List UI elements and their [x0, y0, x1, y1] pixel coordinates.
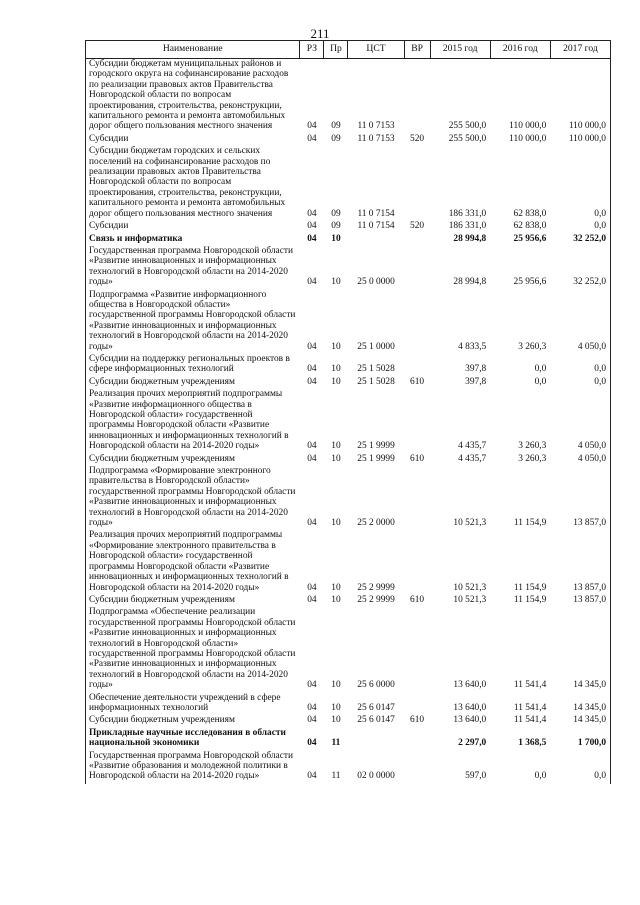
row-pr: 10 [331, 453, 341, 464]
row-name: Субсидии бюджетным учреждениям [86, 454, 300, 466]
row-vr [404, 290, 430, 354]
row-2016: 11 154,9 [513, 518, 547, 529]
row-2015: 28 994,8 [453, 277, 487, 288]
row-name: Государственная программа Новгородской области «Развитие инновационных и информационных технологий в Новгородской области на 2014-2020 годы» [86, 246, 300, 290]
row-2015: 2 297,0 [458, 738, 487, 749]
row-pr: 09 [331, 221, 341, 232]
row-2015: 4 435,7 [458, 441, 487, 452]
row-2017: 14 345,0 [550, 693, 610, 716]
row-2016: 11 154,9 [513, 594, 547, 605]
row-pr: 10 [331, 702, 341, 713]
row-name: Субсидии бюджетным учреждениям [86, 715, 300, 727]
row-2015: 186 331,0 [448, 221, 487, 232]
row-vr [404, 354, 430, 377]
table-row [86, 728, 611, 751]
row-cst: 11 0 7154 [357, 208, 395, 219]
row-cst: 25 1 9999 [357, 453, 395, 464]
row-2017: 0,0 [550, 751, 610, 784]
row-2017: 32 252,0 [550, 234, 610, 246]
row-2016: 3 260,3 [518, 453, 547, 464]
row-2017: 13 857,0 [550, 466, 610, 530]
header-2017: 2017 год [550, 41, 610, 59]
row-2017: 4 050,0 [550, 389, 610, 453]
row-2015: 255 500,0 [448, 133, 487, 144]
row-2016: 0,0 [534, 364, 547, 375]
row-cst: 25 6 0000 [357, 680, 395, 691]
row-2017: 0,0 [550, 221, 610, 233]
row-2017: 14 345,0 [550, 607, 610, 692]
table-row [86, 751, 611, 784]
row-vr [404, 234, 430, 246]
table-row [86, 354, 611, 377]
row-cst: 11 0 7153 [357, 133, 395, 144]
row-rz: 04 [307, 341, 317, 352]
row-rz: 04 [307, 771, 317, 782]
row-cst: 11 0 7153 [357, 121, 395, 132]
header-2016: 2016 год [490, 41, 550, 59]
row-vr [404, 466, 430, 530]
row-2016: 62 838,0 [513, 208, 547, 219]
row-cst [348, 234, 404, 246]
row-pr: 11 [331, 771, 341, 782]
row-vr [404, 607, 430, 692]
row-vr [404, 751, 430, 784]
row-vr: 610 [410, 453, 425, 464]
row-2016: 3 260,3 [518, 341, 547, 352]
row-vr [404, 59, 430, 134]
table-row [86, 389, 611, 453]
row-2017: 14 345,0 [550, 715, 610, 727]
row-cst: 25 1 9999 [357, 441, 395, 452]
row-pr: 10 [331, 277, 341, 288]
table-row [86, 377, 611, 389]
row-vr: 520 [410, 133, 425, 144]
row-vr [404, 693, 430, 716]
row-pr: 10 [331, 364, 341, 375]
row-2015: 10 521,3 [453, 582, 487, 593]
row-2017: 32 252,0 [550, 246, 610, 290]
row-name: Прикладные научные исследования в области национальной экономики [86, 728, 300, 751]
row-2017: 0,0 [550, 146, 610, 221]
row-2016: 11 541,4 [513, 702, 547, 713]
row-pr: 10 [331, 376, 341, 387]
table-row [86, 530, 611, 594]
row-rz: 04 [307, 702, 317, 713]
row-vr [404, 146, 430, 221]
row-2016: 3 260,3 [518, 441, 547, 452]
row-cst: 25 6 0147 [357, 702, 395, 713]
row-pr: 10 [331, 680, 341, 691]
row-pr: 10 [331, 518, 341, 529]
table-row [86, 234, 611, 246]
row-name: Субсидии бюджетным учреждениям [86, 595, 300, 607]
row-cst: 25 1 5028 [357, 364, 395, 375]
row-name: Субсидии [86, 221, 300, 233]
row-name: Субсидии бюджетам городских и сельских поселений на софинансирование расходов по реализации правовых актов Правительства Новгородской области по вопросам проектирования, строительства, реконструкции, капитального ремонта и ремонта автомобильных дорог общего пользования местного значения [86, 146, 300, 221]
row-pr: 10 [331, 441, 341, 452]
row-cst: 25 6 0147 [357, 715, 395, 726]
row-pr: 10 [331, 582, 341, 593]
row-rz: 04 [307, 453, 317, 464]
row-rz: 04 [307, 680, 317, 691]
row-cst: 25 2 0000 [357, 518, 395, 529]
row-2015: 4 435,7 [458, 453, 487, 464]
row-vr: 610 [410, 715, 425, 726]
row-vr: 610 [410, 376, 425, 387]
table-row [86, 59, 611, 134]
row-2015: 397,8 [465, 364, 487, 375]
table-row [86, 595, 611, 607]
table-row [86, 454, 611, 466]
row-rz: 04 [307, 208, 317, 219]
budget-table [85, 40, 611, 784]
row-2016: 0,0 [534, 771, 547, 782]
row-pr: 10 [331, 594, 341, 605]
table-header-row [86, 41, 611, 59]
row-2016: 11 154,9 [513, 582, 547, 593]
row-name: Реализация прочих мероприятий подпрограммы «Формирование электронного правительства в Новгородской области» государственной программы Новгородской области «Развитие инновационных и информационных технологий в Новгородской области на 2014-2020 годы» [86, 530, 300, 594]
row-pr: 11 [331, 738, 341, 749]
row-vr [404, 530, 430, 594]
row-cst: 25 2 9999 [357, 582, 395, 593]
row-2015: 186 331,0 [448, 208, 487, 219]
row-pr: 09 [331, 133, 341, 144]
row-2015: 10 521,3 [453, 518, 487, 529]
row-rz: 04 [307, 133, 317, 144]
row-2017: 13 857,0 [550, 530, 610, 594]
row-2017: 110 000,0 [550, 59, 610, 134]
table-row [86, 221, 611, 233]
row-2015: 397,8 [465, 376, 487, 387]
row-2015: 4 833,5 [458, 341, 487, 352]
row-2016: 11 541,4 [513, 715, 547, 726]
row-rz: 04 [307, 233, 317, 244]
row-2016: 25 956,6 [513, 277, 547, 288]
table-row [86, 134, 611, 146]
row-rz: 04 [307, 582, 317, 593]
row-name: Подпрограмма «Обеспечение реализации государственной программы Новгородской области «Развитие инновационных и информационных технологий в Новгородской области» государственной программы Новгородской области «Развитие инновационных и информационных технологий в Новгородской области на 2014-2020 годы» [86, 607, 300, 692]
row-2015: 597,0 [465, 771, 487, 782]
row-2015: 10 521,3 [453, 594, 487, 605]
row-2015: 255 500,0 [448, 121, 487, 132]
table-row [86, 715, 611, 727]
row-rz: 04 [307, 376, 317, 387]
row-2017: 110 000,0 [550, 134, 610, 146]
header-2015: 2015 год [430, 41, 490, 59]
row-name: Подпрограмма «Развитие информационного общества в Новгородской области» государственной программы Новгородской области «Развитие инновационных и информационных технологий в Новгородской области на 2014-2020 годы» [86, 290, 300, 354]
row-rz: 04 [307, 715, 317, 726]
row-2016: 0,0 [534, 376, 547, 387]
row-vr [404, 728, 430, 751]
row-2016: 110 000,0 [509, 121, 547, 132]
row-rz: 04 [307, 738, 317, 749]
row-rz: 04 [307, 364, 317, 375]
row-2015: 13 640,0 [453, 715, 487, 726]
row-name: Обеспечение деятельности учреждений в сфере информационных технологий [86, 693, 300, 716]
row-name: Субсидии бюджетам муниципальных районов и городского округа на софинансирование расходов по реализации правовых актов Правительства Новгородской области по вопросам проектирования, строительства, реконструкции, капитального ремонта и ремонта автомобильных дорог общего пользования местного значения [86, 59, 300, 134]
row-name: Подпрограмма «Формирование электронного правительства в Новгородской области» государственной программы Новгородской области «Развитие инновационных и информационных технологий в Новгородской области на 2014-2020 годы» [86, 466, 300, 530]
row-cst: 02 0 0000 [357, 771, 395, 782]
row-2017: 1 700,0 [550, 728, 610, 751]
row-cst: 25 1 5028 [357, 376, 395, 387]
row-name: Субсидии на поддержку региональных проектов в сфере информационных технологий [86, 354, 300, 377]
row-name: Связь и информатика [86, 234, 300, 246]
row-vr [404, 246, 430, 290]
row-2015: 13 640,0 [453, 702, 487, 713]
row-2016: 1 368,5 [518, 738, 547, 749]
row-name: Субсидии бюджетным учреждениям [86, 377, 300, 389]
row-cst: 11 0 7154 [357, 221, 395, 232]
row-name: Субсидии [86, 134, 300, 146]
row-2015: 13 640,0 [453, 680, 487, 691]
row-2016: 11 541,4 [513, 680, 547, 691]
row-cst [348, 728, 404, 751]
row-pr: 09 [331, 121, 341, 132]
header-cst: ЦСТ [348, 41, 404, 59]
row-name: Государственная программа Новгородской области «Развитие образования и молодежной политики в Новгородской области на 2014-2020 годы» [86, 751, 300, 784]
table-row [86, 146, 611, 221]
row-2017: 4 050,0 [550, 454, 610, 466]
row-pr: 10 [331, 233, 341, 244]
row-2017: 0,0 [550, 377, 610, 389]
row-2016: 110 000,0 [509, 133, 547, 144]
row-name: Реализация прочих мероприятий подпрограммы «Развитие информационного общества в Новгородской области» государственной программы Новгородской области «Развитие инновационных и информационных технологий в Новгородской области на 2014-2020 годы» [86, 389, 300, 453]
row-pr: 10 [331, 715, 341, 726]
table-row [86, 466, 611, 530]
header-vr: ВР [404, 41, 430, 59]
row-rz: 04 [307, 441, 317, 452]
table-row [86, 246, 611, 290]
table-row [86, 290, 611, 354]
header-pr: Пр [324, 41, 348, 59]
row-rz: 04 [307, 121, 317, 132]
header-name: Наименование [86, 41, 300, 59]
page-number: 211 [310, 26, 330, 41]
row-2015: 28 994,8 [453, 233, 487, 244]
row-rz: 04 [307, 518, 317, 529]
row-cst: 25 0 0000 [357, 277, 395, 288]
header-rz: РЗ [300, 41, 324, 59]
row-cst: 25 2 9999 [357, 594, 395, 605]
table-row [86, 607, 611, 692]
row-rz: 04 [307, 594, 317, 605]
row-2017: 0,0 [550, 354, 610, 377]
row-rz: 04 [307, 221, 317, 232]
row-cst: 25 1 0000 [357, 341, 395, 352]
row-2017: 4 050,0 [550, 290, 610, 354]
row-vr: 520 [410, 221, 425, 232]
row-vr [404, 389, 430, 453]
row-pr: 10 [331, 341, 341, 352]
row-2017: 13 857,0 [550, 595, 610, 607]
row-vr: 610 [410, 594, 425, 605]
row-pr: 09 [331, 208, 341, 219]
table-row [86, 693, 611, 716]
table-body [86, 59, 611, 784]
row-2016: 62 838,0 [513, 221, 547, 232]
row-rz: 04 [307, 277, 317, 288]
row-2016: 25 956,6 [513, 233, 547, 244]
